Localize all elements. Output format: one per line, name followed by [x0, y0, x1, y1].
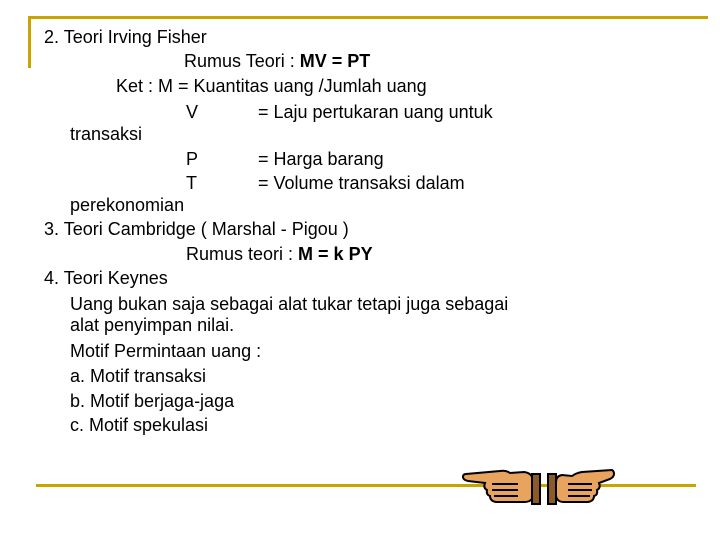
t-definition: = Volume transaksi dalam: [258, 173, 465, 193]
cambridge-formula-line: [186, 243, 373, 265]
v-definition: = Laju pertukaran uang untuk: [258, 102, 493, 122]
v-definition-cont: transaksi: [70, 124, 143, 144]
prev-slide-button[interactable]: [462, 462, 542, 508]
motif-c: c. Motif spekulasi: [70, 415, 209, 435]
next-slide-button[interactable]: [546, 462, 616, 508]
t-symbol: T: [186, 173, 197, 193]
motif-title: Motif Permintaan uang :: [70, 341, 262, 361]
section3-heading: 3. Teori Cambridge ( Marshal - Pigou ): [44, 219, 349, 239]
left-rule: [28, 16, 31, 68]
p-symbol: P: [186, 149, 199, 169]
fisher-formula-line: [184, 50, 370, 72]
t-definition-cont: perekonomian: [70, 195, 185, 215]
keynes-line1: Uang bukan saja sebagai alat tukar tetapi juga sebagai: [70, 294, 509, 314]
fisher-formula-label: Rumus Teori :: [184, 51, 300, 71]
motif-b: b. Motif berjaga-jaga: [70, 391, 235, 411]
ket-line: Ket : M = Kuantitas uang /Jumlah uang: [116, 76, 427, 96]
cambridge-formula: M = k PY: [298, 244, 373, 264]
section4-heading: 4. Teori Keynes: [44, 268, 168, 288]
section2-heading: 2. Teori Irving Fisher: [44, 27, 207, 47]
motif-a: a. Motif transaksi: [70, 366, 207, 386]
cambridge-formula-label: Rumus teori :: [186, 244, 299, 264]
fisher-formula: MV = PT: [299, 51, 371, 71]
pointing-hand-right-icon: [546, 462, 616, 508]
v-symbol: V: [186, 102, 199, 122]
keynes-line2: alat penyimpan nilai.: [70, 315, 235, 335]
top-rule: [28, 16, 708, 19]
p-definition: = Harga barang: [258, 149, 384, 169]
pointing-hand-left-icon: [462, 462, 542, 508]
